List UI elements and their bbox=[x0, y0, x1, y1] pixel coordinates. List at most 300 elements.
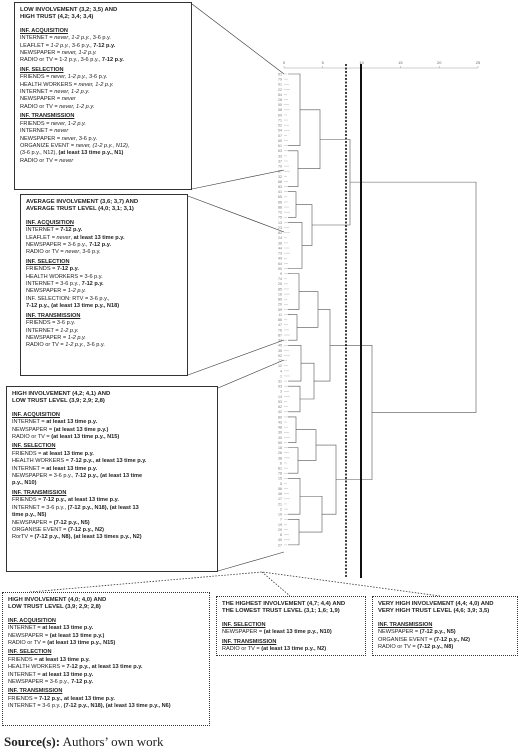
box-line bbox=[378, 601, 512, 608]
cluster-box-high-involvement-low-trust bbox=[6, 386, 218, 572]
box-text: INF. SELECTION bbox=[26, 258, 70, 265]
box-text: never, 1-2 p.y. bbox=[78, 81, 114, 88]
box-text: INF. SELECTION: RTV = 3-6 p.y., bbox=[26, 295, 110, 302]
box-text: never bbox=[59, 157, 74, 164]
box-text: never bbox=[61, 96, 76, 103]
leaf-label: 32 bbox=[278, 174, 282, 179]
box-text: NEWSPAPER = bbox=[8, 632, 50, 639]
box-text: (3,2; 3,5) AND bbox=[77, 7, 118, 13]
box-line bbox=[20, 7, 186, 14]
box-text: 7-12 p.y. bbox=[101, 57, 124, 64]
box-line bbox=[26, 320, 182, 327]
box-text: (3,1; 1,6; 1,9) bbox=[302, 608, 340, 615]
box-line bbox=[26, 259, 182, 266]
leaf-label: 4 bbox=[280, 369, 282, 374]
leaf-label: 58 bbox=[278, 108, 282, 113]
box-text: , 3-6 p.y. bbox=[85, 74, 108, 81]
box-text: (4,2; 4,1) AND bbox=[70, 391, 111, 397]
box-line bbox=[12, 434, 212, 441]
box-text: INTERNET = bbox=[20, 89, 55, 96]
leaf-label: 49 bbox=[278, 256, 282, 261]
box-line bbox=[12, 520, 212, 527]
box-text: HIGH INVOLVEMENT bbox=[12, 391, 71, 397]
leaf-label: 8 bbox=[280, 533, 282, 538]
merge-branch bbox=[314, 309, 330, 381]
box-text: RADIO or TV = bbox=[26, 342, 66, 349]
box-text: HEALTH WORKERS = bbox=[8, 664, 67, 671]
group-branch bbox=[288, 417, 296, 443]
box-text: RADIO or TV = bbox=[8, 640, 48, 647]
box-text: 1-2 p.y. bbox=[67, 288, 86, 295]
box-text: HIGH TRUST bbox=[20, 14, 56, 21]
box-text: RADIO or TV = bbox=[20, 103, 60, 110]
leaf-label: 54 bbox=[278, 128, 282, 133]
box-text: INF. TRANSMISSION bbox=[378, 621, 433, 628]
box-text: HEALTH WORKERS = 3-6 p.y. bbox=[26, 273, 103, 280]
box-text: FRIENDS = bbox=[26, 266, 57, 273]
box-text: time p.y., N5) bbox=[12, 512, 47, 519]
box-text: never bbox=[65, 249, 80, 256]
box-text: HIGH INVOLVEMENT bbox=[8, 597, 67, 603]
box-line bbox=[26, 296, 182, 303]
box-line bbox=[12, 451, 212, 458]
leaf-label: 39 bbox=[278, 430, 282, 435]
box-text: (4,4; 4,0) AND bbox=[453, 601, 494, 607]
axis-tick-label: 25 bbox=[475, 60, 481, 65]
box-text: at least 13 time p.y. bbox=[46, 419, 98, 426]
leaf-label: 61 bbox=[278, 144, 282, 149]
box-text: (at least 13 time p.y., N15) bbox=[47, 640, 116, 647]
box-line bbox=[20, 121, 186, 128]
leaf-label: 93 bbox=[278, 384, 282, 389]
box-line bbox=[222, 608, 360, 615]
leaf-label: 10 bbox=[278, 512, 282, 517]
box-text: INTERNET = bbox=[12, 465, 47, 472]
leaf-label: 76 bbox=[278, 328, 282, 333]
box-line bbox=[12, 427, 212, 434]
leaf-label: 44 bbox=[278, 246, 282, 251]
leaf-label: 60 bbox=[278, 138, 282, 143]
box-text: FRIENDS = bbox=[12, 450, 43, 457]
box-text: (7-12 p.y., N8) bbox=[417, 644, 454, 651]
box-text: (3,6; 3,7) AND bbox=[98, 199, 139, 205]
leaf-label: 42 bbox=[278, 410, 282, 415]
group-branch bbox=[288, 386, 300, 412]
box-text: (4,0; 3,1; 3,1) bbox=[96, 206, 134, 213]
merge-branch bbox=[316, 445, 336, 514]
leaf-label: 64 bbox=[278, 261, 282, 266]
box-line bbox=[8, 688, 204, 695]
box-text: 1-2 p.y. bbox=[67, 334, 86, 341]
box-line bbox=[20, 136, 186, 143]
box-line bbox=[8, 679, 204, 686]
box-text: 1-2 p.y. bbox=[65, 342, 84, 349]
leaf-label: 90 bbox=[278, 266, 282, 271]
box-text: 7-12 p.y., at least 13 time p.y. bbox=[70, 458, 147, 465]
leaf-label: 79 bbox=[278, 77, 282, 82]
leaf-label: 59 bbox=[278, 307, 282, 312]
leaf-label: 37 bbox=[278, 159, 282, 164]
leaf-label: 85 bbox=[278, 287, 282, 292]
box-text: INTERNET = bbox=[8, 625, 43, 632]
box-text: ORGANIZE EVENT = bbox=[20, 142, 76, 149]
box-text: INF. TRANSMISSION bbox=[26, 312, 81, 319]
box-line bbox=[20, 96, 186, 103]
leaf-label: 30 bbox=[278, 435, 282, 440]
box-line bbox=[12, 466, 212, 473]
box-line bbox=[8, 633, 204, 640]
box-text: never, 1-2 p.y. bbox=[50, 74, 86, 81]
box-line bbox=[26, 227, 182, 234]
connector-line bbox=[218, 360, 284, 388]
leaf-label: 65 bbox=[278, 195, 282, 200]
leaf-label: 70 bbox=[278, 164, 282, 169]
box-text: INTERNET = 3-6 p.y., bbox=[8, 703, 64, 710]
box-text: INTERNET = bbox=[26, 227, 61, 234]
box-text: VERY HIGH INVOLVEMENT bbox=[378, 601, 454, 607]
box-text: INF. SELECTION bbox=[20, 66, 64, 73]
leaf-label: 87 bbox=[278, 333, 282, 338]
leaf-label: 88 bbox=[278, 205, 282, 210]
leaf-label: 33 bbox=[278, 154, 282, 159]
merge-branch bbox=[312, 139, 350, 225]
box-text: INF. SELECTION bbox=[12, 443, 56, 450]
connector-line bbox=[188, 340, 284, 375]
leaf-label: 72 bbox=[278, 210, 282, 215]
box-text: 7-12 p.y., at least 13 time p.y. bbox=[42, 497, 119, 504]
box-text: NEWSPAPER = 3-6 p.y., bbox=[8, 679, 72, 686]
box-line bbox=[12, 490, 212, 497]
box-text: 7-12 p.y., (at least 13 time bbox=[75, 473, 143, 480]
box-line bbox=[8, 703, 204, 710]
box-line bbox=[378, 622, 512, 629]
axis-tick-label: 5 bbox=[321, 60, 324, 65]
leaf-label: 5 bbox=[280, 481, 282, 486]
box-line bbox=[8, 625, 204, 632]
box-text: at least 13 time p.y. bbox=[73, 234, 125, 241]
box-text: RADIO or TV = bbox=[26, 249, 66, 256]
leaf-label: 22 bbox=[278, 87, 282, 92]
box-line bbox=[12, 443, 212, 450]
leaf-label: 17 bbox=[278, 497, 282, 502]
box-line bbox=[20, 113, 186, 120]
merge-branch bbox=[296, 205, 312, 246]
leaf-label: 74 bbox=[278, 277, 282, 282]
box-text: (7-12 p.y., N2) bbox=[434, 636, 470, 643]
box-text: never, 1-2 p.y. bbox=[54, 89, 90, 96]
source-label: Source(s): bbox=[4, 734, 61, 749]
leaf-label: 34 bbox=[278, 338, 282, 343]
axis-tick-label: 0 bbox=[282, 60, 286, 65]
box-line bbox=[26, 281, 182, 288]
leaf-label: 13 bbox=[278, 220, 282, 225]
leaf-label: 91 bbox=[278, 82, 282, 87]
box-line bbox=[20, 104, 186, 111]
box-text: , 3-6 p.y. bbox=[83, 342, 105, 349]
box-line bbox=[20, 82, 186, 89]
box-line bbox=[26, 288, 182, 295]
axis-tick-label: 15 bbox=[398, 60, 403, 65]
box-line bbox=[378, 616, 512, 620]
box-line bbox=[20, 158, 186, 165]
box-line bbox=[26, 199, 182, 206]
box-line bbox=[20, 22, 186, 26]
box-text: (7-12 p.y., N8), (at least 13 times p.y., N2) bbox=[34, 534, 142, 541]
box-text: LOW TRUST LEVEL bbox=[8, 604, 64, 611]
box-line bbox=[222, 646, 360, 653]
box-text: INTERNET = bbox=[20, 128, 55, 135]
box-text: (4,6; 3,9; 3,5) bbox=[451, 608, 490, 615]
box-line bbox=[26, 235, 182, 242]
box-text: 7-12 p.y. bbox=[60, 227, 83, 234]
box-line bbox=[26, 342, 182, 349]
box-line bbox=[12, 406, 212, 410]
axis-tick-label: 20 bbox=[436, 60, 442, 65]
box-line bbox=[12, 497, 212, 504]
box-text: INTERNET = 3-6 p.y., bbox=[12, 504, 68, 511]
box-text: 1-2 p.y. bbox=[71, 35, 90, 42]
box-line bbox=[26, 214, 182, 218]
leaf-label: 1 bbox=[280, 374, 282, 379]
axis-tick-label: 10 bbox=[359, 60, 364, 65]
box-text: INF. SELECTION bbox=[8, 649, 52, 656]
box-text: FRIENDS = bbox=[20, 120, 51, 127]
box-text: (at least 13 time p.y., N2) bbox=[261, 646, 327, 653]
leaf-label: 16 bbox=[278, 292, 282, 297]
leaf-label: 51 bbox=[278, 72, 282, 77]
leaf-label: 75 bbox=[278, 215, 282, 220]
box-text: LEAFLET = bbox=[26, 234, 57, 241]
box-text: (7-12 p.y., N18), (at least 13 bbox=[67, 504, 139, 511]
box-text: (7-12 p.y., N5) bbox=[53, 519, 90, 526]
box-text: 1-2 p.y. bbox=[60, 327, 79, 334]
box-text: INF. TRANSMISSION bbox=[222, 638, 277, 645]
box-line bbox=[12, 527, 212, 534]
leaf-label: 52 bbox=[278, 123, 282, 128]
leaf-label: 62 bbox=[278, 405, 282, 410]
box-text: INF. ACQUISITION bbox=[12, 411, 60, 418]
box-text: RADIO or TV = bbox=[378, 644, 418, 651]
box-line bbox=[12, 512, 212, 519]
leaf-label: 89 bbox=[278, 297, 282, 302]
box-line bbox=[26, 266, 182, 273]
leaf-label: 83 bbox=[278, 185, 282, 190]
cluster-box-low-involvement-high-trust bbox=[14, 2, 192, 190]
group-branch bbox=[288, 192, 296, 218]
box-text: THE HIGHEST INVOLVEMENT bbox=[222, 601, 306, 607]
leaf-label: 24 bbox=[278, 236, 282, 241]
leaf-label: 29 bbox=[278, 527, 282, 532]
box-text: NEWSPAPER = bbox=[26, 334, 68, 341]
box-line bbox=[8, 649, 204, 656]
leaf-label: 77 bbox=[278, 359, 282, 364]
leaf-label: 14 bbox=[278, 394, 282, 399]
leaf-label: 81 bbox=[278, 466, 282, 471]
box-text: , 3-6 p.y. bbox=[75, 135, 98, 142]
box-text: 7-12 p.y., at least 13 time p.y. bbox=[66, 664, 143, 671]
box-text: (at least 13 time p.y., N10) bbox=[263, 629, 332, 636]
box-line bbox=[8, 618, 204, 625]
box-text: NEWSPAPER = 3-6 p.y., bbox=[12, 473, 76, 480]
box-text: INF. TRANSMISSION bbox=[20, 113, 75, 120]
box-text: (3-6 p.y., N12), bbox=[20, 150, 59, 157]
box-text: NEWSPAPER = 3-6 p.y., bbox=[26, 242, 90, 249]
box-text: 1-2 p.y. bbox=[50, 42, 69, 49]
box-text: 7-12 p.y. bbox=[56, 266, 79, 273]
leaf-label: 40 bbox=[278, 538, 282, 543]
leaf-label: 20 bbox=[278, 302, 282, 307]
leaf-label: 66 bbox=[278, 200, 282, 205]
leaf-label: 47 bbox=[278, 323, 282, 328]
box-text: never bbox=[54, 128, 69, 135]
box-text: FRIENDS = bbox=[20, 74, 51, 81]
leaf-label: 48 bbox=[278, 425, 282, 430]
box-line bbox=[378, 644, 512, 651]
box-text: 7-12 p.y., (at least 13 time p.y., N18) bbox=[26, 303, 120, 310]
box-line bbox=[20, 67, 186, 74]
group-branch bbox=[288, 274, 299, 310]
box-text: INF. ACQUISITION bbox=[26, 219, 74, 226]
leaf-label: 67 bbox=[278, 169, 282, 174]
box-text: RADIO or TV = 1-2 p.y., 3-6 p.y., bbox=[20, 57, 102, 64]
box-line bbox=[20, 128, 186, 135]
box-line bbox=[20, 143, 186, 150]
leaf-label: 2 bbox=[280, 507, 282, 512]
box-text: HEALTH WORKERS = bbox=[20, 81, 79, 88]
box-text: (4,2; 3,4; 3,4) bbox=[56, 14, 94, 21]
box-text: p.y., N10) bbox=[12, 480, 37, 487]
box-line bbox=[12, 419, 212, 426]
box-line bbox=[20, 50, 186, 57]
leaf-label: 57 bbox=[278, 133, 282, 138]
box-line bbox=[8, 604, 204, 611]
leaf-label: 45 bbox=[278, 343, 282, 348]
leaf-label: 3 bbox=[280, 389, 282, 394]
leaf-label: 19 bbox=[278, 522, 282, 527]
box-line bbox=[12, 412, 212, 419]
leaf-label: 63 bbox=[278, 149, 282, 154]
box-text: , bbox=[70, 234, 74, 241]
box-line bbox=[26, 313, 182, 320]
merge-branch bbox=[299, 496, 322, 532]
leaf-label: 11 bbox=[278, 312, 282, 317]
box-text: (at least 13 time p.y.) bbox=[53, 426, 109, 433]
box-text: , 3-6 p.y., bbox=[68, 42, 94, 49]
box-text: at least 13 time p.y. bbox=[42, 625, 94, 632]
box-text: 7-12 p.y. bbox=[89, 242, 112, 249]
leaf-label: 41 bbox=[278, 190, 282, 195]
leaf-label: 82 bbox=[278, 231, 282, 236]
box-text: RADIO or TV = bbox=[222, 646, 262, 653]
box-text: AVERAGE TRUST LEVEL bbox=[26, 206, 97, 213]
box-line bbox=[12, 505, 212, 512]
box-line bbox=[26, 249, 182, 256]
leaf-label: 78 bbox=[278, 471, 282, 476]
leaf-label: 21 bbox=[278, 502, 282, 507]
box-line bbox=[26, 220, 182, 227]
box-line bbox=[8, 640, 204, 647]
box-text: (at least 13 time p.y., N1) bbox=[58, 150, 124, 157]
group-branch bbox=[288, 448, 298, 474]
box-text: , 3-6 p.y. bbox=[79, 249, 101, 256]
box-text: NEWSPAPER = bbox=[378, 629, 420, 636]
box-text: never bbox=[54, 35, 69, 42]
connector-line bbox=[192, 170, 284, 189]
box-line bbox=[378, 629, 512, 636]
subcluster-box-high-involvement-low-trust bbox=[2, 592, 210, 726]
box-line bbox=[20, 35, 186, 42]
box-text: never, 1-2 p.y. bbox=[50, 120, 86, 127]
box-text: 7-12 p.y. bbox=[71, 679, 94, 686]
leaf-label: 9 bbox=[280, 272, 282, 277]
group-branch bbox=[288, 222, 302, 268]
merge-branch bbox=[296, 430, 316, 461]
leaf-label: 50 bbox=[278, 440, 282, 445]
leaf-label: 55 bbox=[278, 103, 282, 108]
leaf-label: 15 bbox=[278, 476, 282, 481]
leaf-label: 36 bbox=[278, 241, 282, 246]
group-branch bbox=[288, 345, 301, 381]
box-line bbox=[8, 597, 204, 604]
leaf-label: 25 bbox=[278, 282, 282, 287]
box-text: AVERAGE INVOLVEMENT bbox=[26, 199, 99, 205]
box-line bbox=[20, 43, 186, 50]
box-text: 7-12 p.y. bbox=[93, 42, 116, 49]
box-text: never, 1-2 p.y. bbox=[59, 103, 95, 110]
box-text: 7-12 p.y., at least 13 time p.y. bbox=[38, 695, 115, 702]
box-text: never bbox=[56, 234, 71, 241]
leaf-label: 31 bbox=[278, 379, 282, 384]
source-note bbox=[4, 734, 163, 750]
box-line bbox=[20, 57, 186, 64]
box-text: (3,9; 2,9; 2,8) bbox=[63, 604, 101, 611]
box-text: (7-12 p.y., N5) bbox=[419, 629, 456, 636]
box-text: LOW TRUST LEVEL bbox=[12, 398, 68, 405]
box-text: NEWSPAPER = bbox=[20, 50, 62, 57]
box-line bbox=[222, 616, 360, 620]
box-line bbox=[12, 473, 212, 480]
leaf-label: 18 bbox=[278, 446, 282, 451]
box-line bbox=[12, 534, 212, 541]
subcluster-box-highest-involvement-lowest-trust bbox=[216, 596, 366, 656]
box-line bbox=[26, 328, 182, 335]
box-line bbox=[222, 601, 360, 608]
box-text: THE LOWEST TRUST LEVEL bbox=[222, 608, 303, 615]
leaf-label: 53 bbox=[278, 399, 282, 404]
connector-line bbox=[218, 552, 284, 571]
box-text: INF. SELECTION bbox=[222, 621, 266, 628]
subcluster-box-very-high-involvement-very-high-trust bbox=[372, 596, 518, 656]
box-line bbox=[222, 639, 360, 646]
box-text: never, 1-2 p.y. bbox=[61, 50, 97, 57]
cluster-box-average-involvement-average-trust bbox=[20, 194, 188, 376]
root-branch bbox=[350, 182, 476, 412]
box-text: NEWSPAPER = bbox=[222, 629, 264, 636]
box-text: NEWSPAPER = bbox=[20, 135, 62, 142]
box-text: ORGANISE EVENT = bbox=[378, 636, 435, 643]
box-line bbox=[20, 74, 186, 81]
box-text: (at least 13 time p.y.) bbox=[49, 632, 105, 639]
box-line bbox=[8, 696, 204, 703]
box-line bbox=[12, 391, 212, 398]
leaf-label: 27 bbox=[278, 543, 282, 548]
box-line bbox=[222, 629, 360, 636]
box-line bbox=[222, 622, 360, 629]
box-text: INF. TRANSMISSION bbox=[8, 688, 63, 695]
box-text: FRIENDS = 3-6 p.y. bbox=[26, 320, 76, 327]
box-text: , 3-6 p.y. bbox=[89, 35, 111, 42]
box-text: never, (1-2 p.y., N12), bbox=[75, 142, 130, 149]
